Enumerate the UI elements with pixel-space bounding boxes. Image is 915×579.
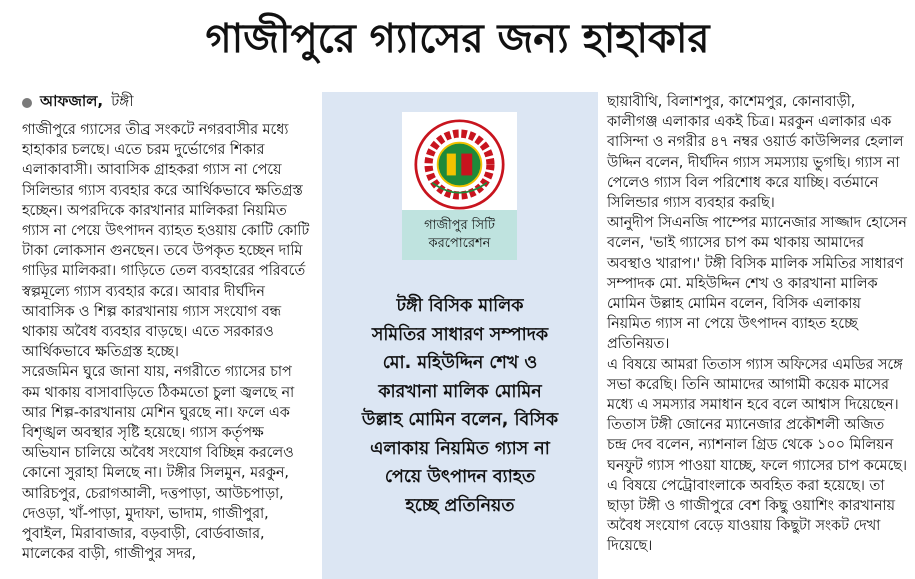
bullet-dot-icon xyxy=(22,98,32,108)
byline-author: আফজাল, xyxy=(40,92,104,110)
paragraph: সরেজমিন ঘুরে জানা যায়, নগরীতে গ্যাসের চাপ কম থাকায় বাসাবাড়িতে ঠিকমতো চুলা জ্বলছে না আর শিল্প-কারখানায় মেশিন ঘুরছে না। ফলে এক বিশৃঙ্খল অবস্থার সৃষ্টি হয়েছে। গ্যাস কর্তৃপক্ষ অভিযান চালিয়ে অবৈধ সংযোগ বিচ্ছিন্ন করলেও কোনো সুরাহা মিলছে না। টঙ্গীর সিলমুন, মরকুন, আরিচপুর, চেরাগআলী, দত্তপাড়া, আউচপাড়া, দেওড়া, খাঁ-পাড়া, মুদাফা, ভাদাম, গাজীপুরা, পুবাইল, মিরাবাজার, বড়বাড়ী, বোর্ডবাজার, মালেকের বাড়ী, গাজীপুর সদর, xyxy=(22,364,295,563)
corporation-seal-icon xyxy=(414,119,505,210)
paragraph: আনুদীপ সিএনজি পাম্পের ম্যানেজার সাজ্জাদ হোসেন বলেন, 'ভাই গ্যাসের চাপ কম থাকায় আমাদের অবস্থাও খারাপ।' টঙ্গী বিসিক মালিক সমিতির সাধারণ সম্পাদক মো. মহিউদ্দিন শেখ ও কারখানা মালিক মোমিন উল্লাহ মোমিন বলেন, বিসিক এলাকায় নিয়মিত গ্যাস না পেয়ে উৎপাদন ব্যাহত হচ্ছে প্রতিনিয়ত। xyxy=(607,215,907,353)
city-corporation-logo xyxy=(402,112,517,260)
byline-place: টঙ্গী xyxy=(111,92,134,110)
pull-quote-line: পেয়ে উৎপাদন ব্যাহত xyxy=(384,467,536,487)
paragraph: এ বিষয়ে আমরা তিতাস গ্যাস অফিসের এমডির সঙ্গে সভা করেছি। তিনি আমাদের আগামী কয়েক মাসের মধ্যে এ সমস্যার সমাধান হবে বলে আশ্বাস দিয়েছেন। তিতাস টঙ্গী জোনের ম্যানেজার প্রকৌশলী অজিত চন্দ্র দেব বলেন, ন্যাশনাল গ্রিড থেকে ১০০ মিলিয়ন ঘনফুট গ্যাস পাওয়া যাচ্ছে, ফলে গ্যাসের চাপ কমেছে। এ বিষয়ে পেট্রোবাংলাকে অবহিত করা হয়েছে। তা ছাড়া টঙ্গী ও গাজীপুরে বেশ কিছু ওয়াশিং কারখানায় অবৈধ সংযোগ বেড়ে যাওয়ায় কিছুটা সংকট দেখা দিয়েছে। xyxy=(607,356,908,555)
logo-label-line: করপোরেশন xyxy=(428,236,491,251)
byline xyxy=(22,90,134,115)
pull-quote-line: হচ্ছে প্রতিনিয়ত xyxy=(405,495,515,516)
article-column-1 xyxy=(22,120,312,564)
paragraph: গাজীপুরে গ্যাসের তীব্র সংকটে নগরবাসীর মধ্যে হাহাকার চলছে। এতে চরম দুর্ভোগের শিকার এলাকাবাসী। আবাসিক গ্রাহকরা গ্যাস না পেয়ে সিলিন্ডার গ্যাস ব্যবহার করে আর্থিকভাবে ক্ষতিগ্রস্ত হচ্ছেন। অপরদিকে কারখানার মালিকরা নিয়মিত গ্যাস না পেয়ে উৎপাদন ব্যাহত হওয়ায় কোটি কোটি টাকা লোকসান গুনছেন। তবে উপকৃত হচ্ছেন দামি গাড়ির মালিকরা। গাড়িতে তেল ব্যবহারের পরিবর্তে স্বল্পমূল্যে গ্যাস ব্যবহার করে। আবার দীর্ঘদিন আবাসিক ও শিল্প কারখানায় গ্যাস সংযোগ বন্ধ থাকায় অবৈধ ব্যবহার বাড়ছে। এতে সরকারও আর্থিকভাবে ক্ষতিগ্রস্ত হচ্ছে। xyxy=(22,122,310,361)
pull-quote-line: উল্লাহ মোমিন বলেন, বিসিক xyxy=(361,410,559,430)
logo-label xyxy=(402,210,517,260)
pull-quote-line: কারখানা মালিক মোমিন xyxy=(378,381,542,402)
pull-quote-line: মো. মহিউদ্দিন শেখ ও xyxy=(382,353,538,373)
pull-quote-line: এলাকায় নিয়মিত গ্যাস না xyxy=(370,438,550,459)
pull-quote-line: সমিতির সাধারণ সম্পাদক xyxy=(371,324,549,345)
article-column-2 xyxy=(607,92,907,557)
pull-quote xyxy=(330,292,590,520)
headline: গাজীপুরে গ্যাসের জন্য হাহাকার xyxy=(205,15,710,62)
logo-label-line: গাজীপুর সিটি xyxy=(424,218,495,233)
paragraph: ছায়াবীথি, বিলাশপুর, কাশেমপুর, কোনাবাড়ী, কালীগঞ্জ এলাকার একই চিত্র। মরকুন এলাকার এক বাসিন্দা ও নগরীর ৪৭ নম্বর ওয়ার্ড কাউন্সিলর হেলাল উদ্দিন বলেন, দীর্ঘদিন গ্যাস সমস্যায় ভুগছি। গ্যাস না পেলেও গ্যাস বিল পরিশোধ করে যাচ্ছি। বর্তমানে সিলিন্ডার গ্যাস ব্যবহার করছি। xyxy=(607,94,904,212)
pull-quote-line: টঙ্গী বিসিক মালিক xyxy=(396,296,524,316)
